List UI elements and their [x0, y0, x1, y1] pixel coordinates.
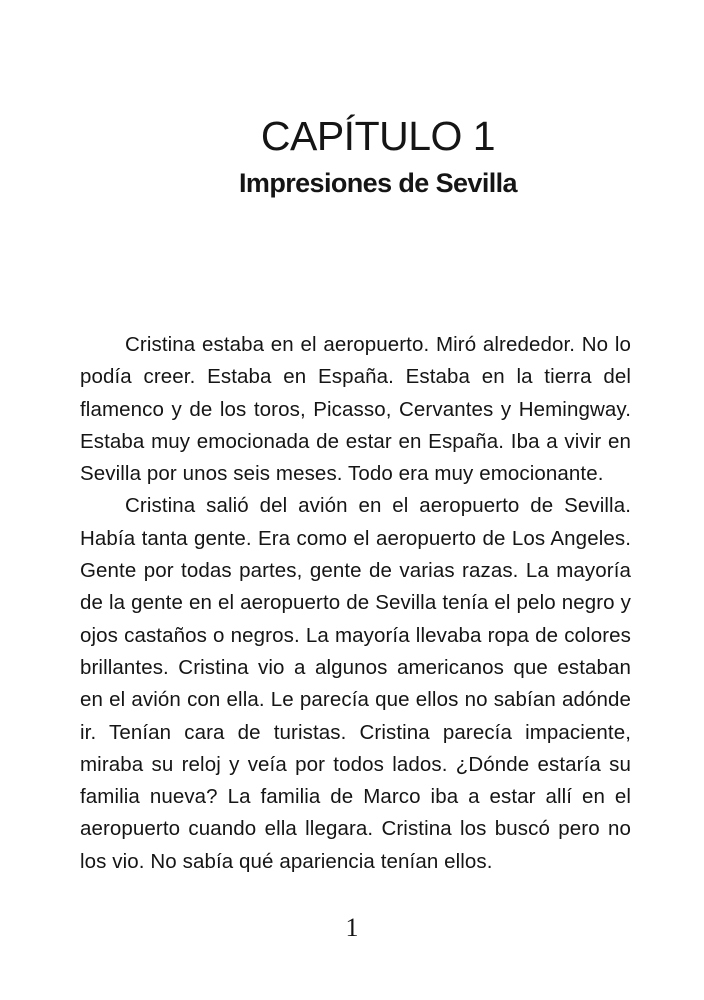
chapter-title: CAPÍTULO 1 [260, 113, 496, 159]
chapter-body [80, 329, 631, 878]
chapter-subtitle: Impresiones de Sevilla [239, 168, 517, 198]
paragraph-2: Cristina salió del avión en el aeropuerto de Sevilla. Había tanta gente. Era como el aeropuerto de Los Angeles. Gente por todas partes, gente de varias razas. La mayoría de la gente en el aeropuerto de Sevilla tenía el pelo negro y ojos castaños o negros. La mayoría llevaba ropa de colores brillantes. Cristina vio a algunos americanos que estaban en el avión con ella. Le parecía que ellos no sabían adónde ir. Tenían cara de turistas. Cristina parecía impaciente, miraba su reloj y veía por todos lados. ¿Dónde estaría su familia nueva? La familia de Marco iba a estar allí en el aeropuerto cuando ella llegara. Cristina los buscó pero no los vio. No sabía qué apariencia tenían ellos. [80, 494, 631, 873]
paragraph-1: Cristina estaba en el aeropuerto. Miró alrededor. No lo podía creer. Estaba en España. Estaba en la tierra del flamenco y de los toros, Picasso, Cervantes y Hemingway. Estaba muy emocionada de estar en España. Iba a vivir en Sevilla por unos seis meses. Todo era muy emocionante. [80, 333, 631, 486]
page-number: 1 [345, 913, 359, 942]
